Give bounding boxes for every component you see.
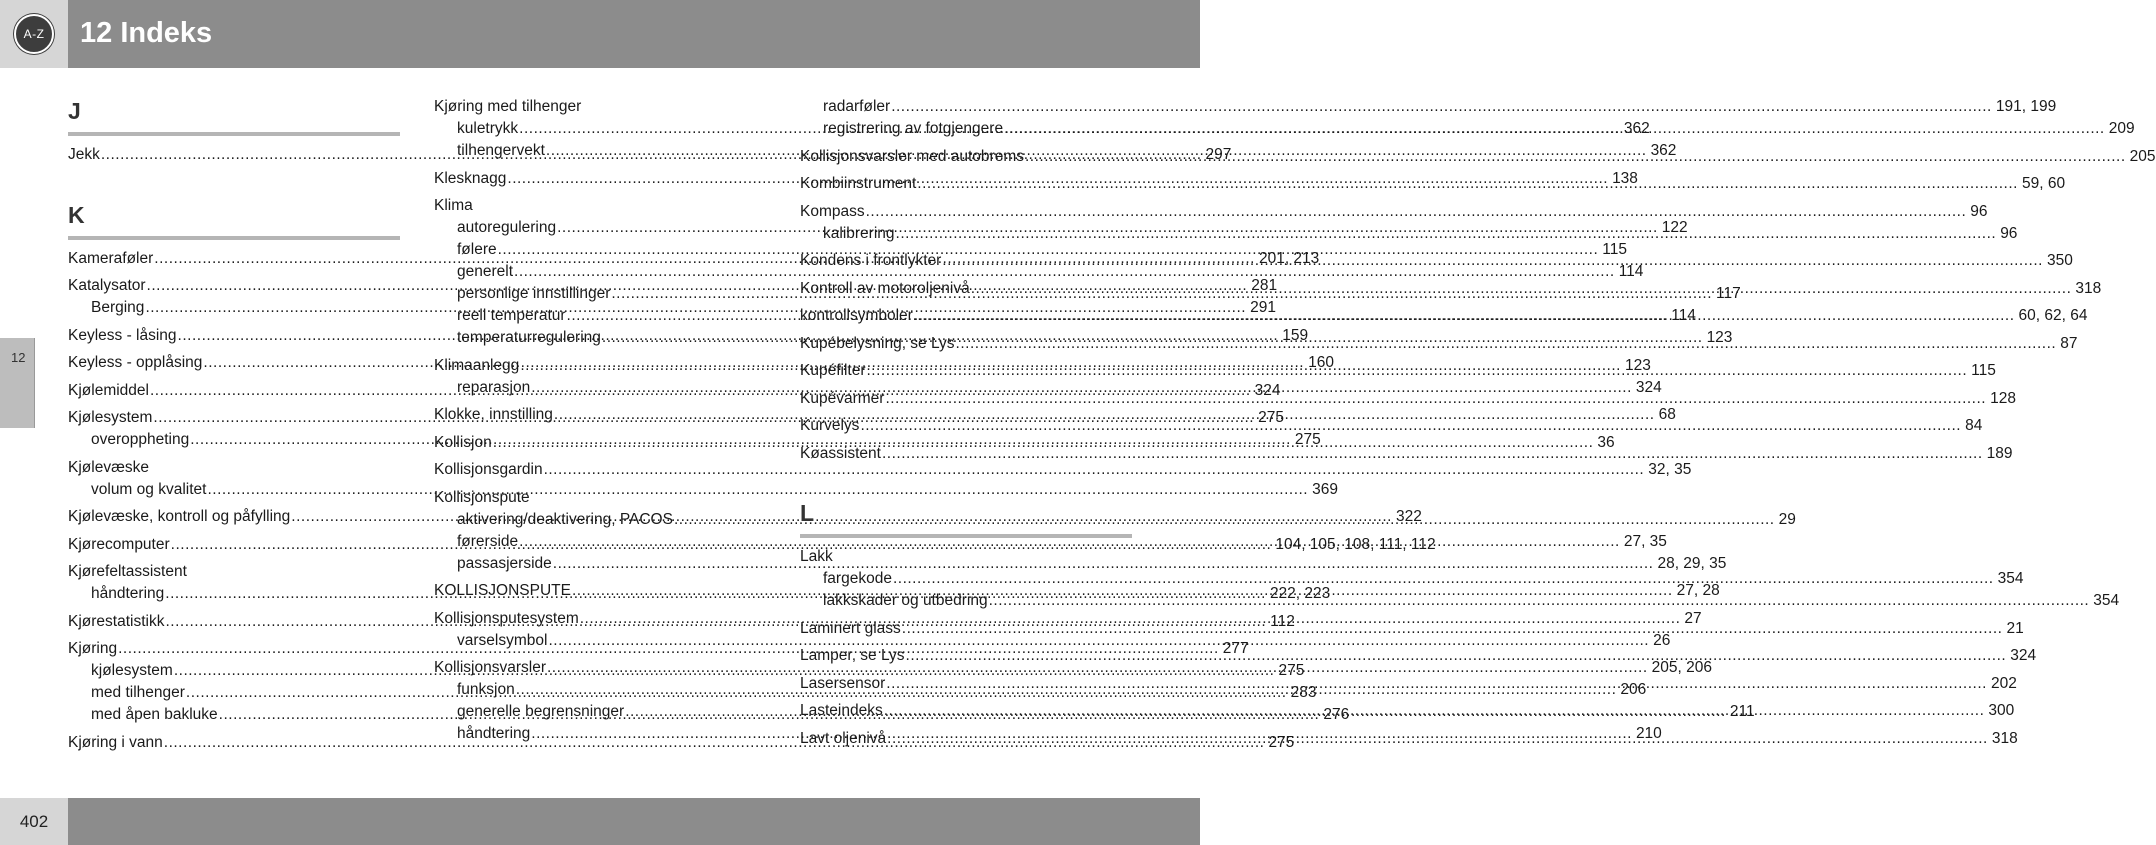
- page-ref-link[interactable]: 318: [1991, 729, 2018, 747]
- page-ref-link[interactable]: 87: [2060, 334, 2078, 352]
- entry-label: Katalysator: [68, 277, 146, 294]
- page-number: 402: [0, 798, 68, 845]
- entry-label: Kjøring i vann: [68, 733, 163, 751]
- entry-label: autoregulering: [457, 219, 557, 236]
- index-entry-line: [434, 487, 766, 509]
- page-ref-link[interactable]: 209: [2108, 120, 2135, 137]
- index-entry-line: [434, 195, 766, 217]
- entry-label: Lavt oljenivå: [800, 729, 887, 747]
- page-ref-link[interactable]: 112: [1270, 612, 1295, 630]
- section-divider: [68, 132, 400, 136]
- page-ref-link[interactable]: 205, 206: [1651, 659, 1712, 676]
- index-entry: [434, 459, 1692, 481]
- entry-label: kalibrering: [823, 224, 895, 242]
- entry-label: kjølesystem: [91, 662, 173, 679]
- index-entry-line: [800, 443, 2013, 465]
- dot-leader: [860, 415, 1961, 437]
- page-ref-link[interactable]: 27: [1684, 609, 1702, 627]
- entry-label: Kontroll av motoroljenivå: [800, 279, 970, 297]
- index-entry-line: [68, 457, 400, 479]
- entry-label: Kjøring: [68, 640, 118, 657]
- dot-leader: [1025, 146, 2126, 168]
- entry-label: temperaturregulering: [457, 329, 601, 346]
- page-ref-link[interactable]: 27, 35: [1623, 532, 1667, 550]
- entry-label: Køassistent: [800, 444, 881, 462]
- section-letter-heading: J: [68, 98, 81, 124]
- dot-leader: [891, 96, 1992, 118]
- entry-label: generelle begrensninger: [457, 703, 625, 720]
- section-letter-heading: L: [800, 500, 815, 526]
- entry-label: Kupébelysning, se Lys: [800, 334, 955, 352]
- page-ref-link[interactable]: 138: [1612, 169, 1638, 187]
- chapter-side-tab-label: 12: [11, 350, 26, 365]
- page-ref-link[interactable]: 104, 105, 108, 111, 112: [1275, 535, 1436, 553]
- entry-label: funksjon: [457, 681, 515, 698]
- page-ref-link[interactable]: 354: [2093, 592, 2120, 609]
- page-ref-link[interactable]: 115: [1971, 362, 1996, 379]
- entry-label: Kollisjon: [434, 433, 492, 451]
- page-ref-link[interactable]: 122: [1661, 219, 1688, 236]
- page-ref-link[interactable]: 362: [1623, 120, 1650, 137]
- index-entry-line: [800, 201, 1988, 223]
- entry-label: Keyless - låsing: [68, 326, 177, 344]
- page-ref-link[interactable]: 191, 199: [1995, 98, 2057, 115]
- page-ref-link[interactable]: 114: [1618, 263, 1644, 280]
- page-ref-link[interactable]: 275: [1258, 409, 1284, 426]
- entry-label: Kollisjonsvarsler med autobrems: [800, 147, 1024, 165]
- entry-label: Kjørefeltassistent: [68, 563, 187, 580]
- entry-label: radarføler: [823, 98, 891, 115]
- dot-leader: [971, 278, 2072, 300]
- index-subentry: [434, 261, 1644, 283]
- entry-label: Kollisjonsgardin: [434, 461, 543, 478]
- entry-label: personlige innstillinger: [457, 285, 611, 302]
- page-ref-link[interactable]: 84: [1965, 417, 1983, 434]
- section-divider: [800, 534, 1132, 538]
- page-ref-link[interactable]: 322: [1395, 508, 1422, 525]
- entry-label: håndtering: [457, 725, 531, 742]
- page-ref-link[interactable]: 354: [1997, 570, 2024, 587]
- entry-label: Klesknagg: [434, 169, 507, 187]
- entry-label: Laminert glass: [800, 619, 901, 637]
- page-ref-link[interactable]: 275: [1278, 662, 1305, 679]
- entry-label: Keyless - opplåsing: [68, 354, 203, 371]
- page-ref-link[interactable]: 291: [1250, 299, 1276, 316]
- page-ref-link[interactable]: 211: [1729, 703, 1755, 720]
- entry-label: Lamper, se Lys: [800, 647, 905, 664]
- page-ref-link[interactable]: 117: [1716, 285, 1741, 302]
- dot-leader: [942, 250, 2043, 272]
- page-ref-link[interactable]: 96: [2000, 224, 2018, 242]
- entry-label: varselsymbol: [457, 631, 548, 649]
- chapter-title: 12 Indeks: [80, 17, 213, 49]
- dot-leader: [893, 568, 1994, 590]
- page-ref-link[interactable]: 28, 29, 35: [1657, 554, 1727, 572]
- page-ref-link[interactable]: 32, 35: [1648, 461, 1692, 478]
- dot-leader: [896, 223, 1997, 245]
- index-entry-line: [434, 96, 766, 118]
- entry-label: tilhengervekt: [457, 142, 545, 159]
- index-entry-line: [68, 561, 400, 583]
- dot-leader: [887, 728, 1988, 750]
- dot-leader: [1004, 118, 2105, 140]
- index-entry: [800, 443, 2013, 465]
- page-ref-link[interactable]: 275: [1294, 431, 1321, 448]
- page-ref-link[interactable]: 318: [2075, 279, 2102, 297]
- page-ref-link[interactable]: 281: [1251, 277, 1278, 294]
- entry-label: Kjørestatistikk: [68, 612, 165, 630]
- entry-label: Lasersensor: [800, 674, 886, 692]
- page-ref-link[interactable]: 189: [1986, 444, 2013, 462]
- entry-label: Kompass: [800, 202, 865, 220]
- page-ref-link[interactable]: 123: [1624, 356, 1651, 374]
- page-ref-link[interactable]: 206: [1620, 681, 1647, 698]
- section-letter-heading: K: [68, 201, 85, 228]
- entry-label: Kondens i frontlykter: [800, 252, 942, 269]
- page-ref-link[interactable]: 277: [1222, 640, 1249, 657]
- dot-leader: [866, 360, 1967, 382]
- entry-label: Klimaanlegg: [434, 356, 520, 374]
- entry-label: Kjølevæske, kontroll og påfylling: [68, 508, 291, 525]
- entry-label: Klima: [434, 197, 473, 214]
- page-ref-link[interactable]: 59, 60: [2021, 175, 2066, 192]
- entry-label: kontrollsymboler: [800, 307, 913, 324]
- index-entry-line: [434, 459, 1692, 481]
- section-spacer: [68, 172, 400, 200]
- entry-label: Kollisjonspute: [434, 488, 530, 506]
- page-ref-link[interactable]: 276: [1323, 706, 1350, 723]
- index-subentry: [800, 96, 2057, 118]
- page-ref-link[interactable]: 27, 28: [1676, 582, 1720, 599]
- entry-label: Kupévarmer: [800, 389, 885, 407]
- entry-label: fargekode: [823, 570, 892, 587]
- entry-label: Lakk: [800, 548, 833, 565]
- dot-leader: [885, 388, 1986, 410]
- entry-label: Kjøring med tilhenger: [434, 98, 582, 115]
- dot-leader: [902, 618, 2003, 640]
- page-ref-link[interactable]: 159: [1282, 326, 1309, 344]
- entry-label: Kjølesystem: [68, 409, 153, 426]
- page-ref-link[interactable]: 128: [1990, 389, 2016, 407]
- dot-leader: [906, 645, 2007, 667]
- page-ref-link[interactable]: 202: [1990, 674, 2017, 692]
- page-ref-link[interactable]: 369: [1312, 480, 1338, 498]
- dot-leader: [917, 173, 2018, 195]
- entry-label: Klokke, innstilling: [434, 406, 553, 423]
- page-ref-link[interactable]: 123: [1706, 329, 1733, 346]
- dot-leader: [914, 305, 2015, 327]
- page-ref-link[interactable]: 115: [1602, 241, 1628, 258]
- entry-label: Kombiinstrument: [800, 175, 917, 192]
- page-ref-link[interactable]: 201, 213: [1258, 249, 1320, 267]
- page-ref-link[interactable]: 36: [1597, 433, 1615, 451]
- index-subentry: [800, 568, 2024, 590]
- dot-leader: [956, 333, 2057, 355]
- page-ref-link[interactable]: 324: [1254, 381, 1281, 399]
- a-z-index-icon: A-Z: [14, 14, 54, 54]
- entry-label: med tilhenger: [91, 684, 185, 701]
- entry-label: reparasjon: [457, 378, 531, 396]
- page-ref-link[interactable]: 96: [1970, 202, 1988, 220]
- page-ref-link[interactable]: 210: [1635, 725, 1662, 742]
- page-ref-link[interactable]: 297: [1205, 146, 1232, 163]
- entry-label: Kjølemiddel: [68, 381, 149, 399]
- page-ref-link[interactable]: 222, 223: [1269, 585, 1331, 602]
- entry-label: Jekk: [68, 146, 100, 163]
- page-ref-link[interactable]: 160: [1308, 354, 1334, 371]
- entry-label: registrering av fotgjengere: [823, 120, 1004, 137]
- header-icon-box: [0, 0, 68, 68]
- page-ref-link[interactable]: 324: [2010, 647, 2037, 664]
- entry-label: KOLLISJONSPUTE: [434, 582, 571, 599]
- entry-label: Kameraføler: [68, 249, 154, 267]
- page-ref-link[interactable]: 114: [1671, 307, 1696, 324]
- entry-label: overoppheting: [91, 431, 190, 448]
- page-ref-link[interactable]: 324: [1635, 378, 1662, 396]
- dot-leader: [866, 201, 1967, 223]
- dot-leader: [884, 700, 1985, 722]
- page-footer: [0, 798, 1200, 845]
- entry-label: førerside: [457, 532, 519, 550]
- page-ref-link[interactable]: 350: [2046, 252, 2073, 269]
- dot-leader: [882, 443, 1983, 465]
- page-ref-link[interactable]: 205: [2129, 147, 2156, 165]
- page-ref-link[interactable]: 29: [1778, 510, 1796, 528]
- entry-label: følere: [457, 241, 497, 258]
- section-divider: [68, 236, 400, 240]
- chapter-header: [0, 0, 1200, 68]
- entry-label: Kupéfilter: [800, 362, 866, 379]
- entry-label: generelt: [457, 263, 514, 280]
- entry-label: lakkskader og utbedring: [823, 592, 988, 609]
- entry-label: Kjørecomputer: [68, 535, 170, 553]
- entry-label: Kjølevæske: [68, 458, 149, 476]
- dot-leader: [989, 590, 2090, 612]
- entry-label: håndtering: [91, 585, 165, 602]
- entry-label: Berging: [91, 299, 145, 316]
- entry-label: Kollisjonsputesystem: [434, 609, 579, 627]
- page-ref-link[interactable]: 362: [1650, 142, 1677, 159]
- chapter-side-tab[interactable]: [0, 338, 35, 428]
- entry-label: aktivering/deaktivering, PACOS: [457, 510, 673, 528]
- entry-label: med åpen bakluke: [91, 706, 218, 723]
- page-ref-link[interactable]: 21: [2006, 619, 2024, 637]
- entry-label: Kollisjonsvarsler: [434, 659, 546, 676]
- entry-label: Kurvelys: [800, 417, 860, 434]
- dot-leader: [886, 673, 1987, 695]
- entry-label: volum og kvalitet: [91, 480, 207, 498]
- entry-label: kuletrykk: [457, 120, 519, 137]
- page-ref-link[interactable]: 275: [1268, 733, 1295, 751]
- page-ref-link[interactable]: 68: [1658, 406, 1676, 423]
- page-ref-link[interactable]: 283: [1290, 684, 1317, 701]
- entry-label: reell temperatur: [457, 307, 566, 324]
- section-spacer: [800, 470, 1132, 498]
- index-entry-line: [800, 546, 1132, 568]
- entry-label: passasjerside: [457, 554, 552, 572]
- entry-label: Lasteindeks: [800, 702, 883, 719]
- page-ref-link[interactable]: 26: [1653, 631, 1671, 649]
- page-ref-link[interactable]: 300: [1988, 702, 2015, 719]
- page-ref-link[interactable]: 60, 62, 64: [2018, 307, 2088, 324]
